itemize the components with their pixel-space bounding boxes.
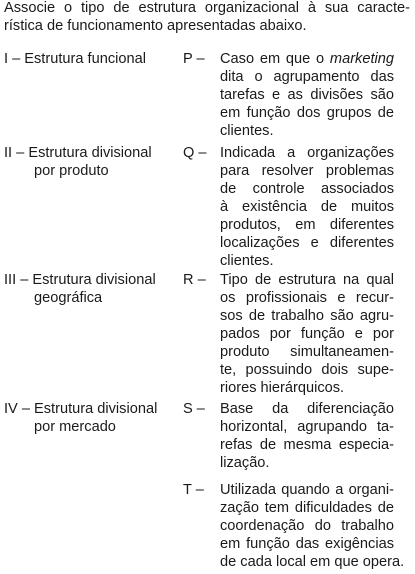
characteristic-line: os profissionais e recur-	[220, 290, 394, 306]
characteristic-q	[220, 144, 394, 270]
characteristic-line: clientes.	[220, 123, 274, 139]
characteristic-line: coordenação do trabalho	[220, 518, 394, 534]
characteristic-key-p: P –	[183, 51, 205, 67]
characteristic-line: horizontal, agrupando ta-	[220, 419, 394, 435]
structure-type-label: II – Estrutura divisional	[4, 145, 152, 161]
characteristic-key-r: R –	[183, 272, 206, 288]
characteristic-key-q: Q –	[183, 145, 207, 161]
characteristic-key-t: T –	[183, 482, 204, 498]
characteristic-line: clientes.	[220, 253, 274, 269]
characteristic-r	[220, 271, 394, 397]
characteristic-line: à existência de muitos	[220, 199, 394, 215]
characteristic-line: zação tem dificuldades de	[220, 500, 394, 516]
structure-type-label-continued: por mercado	[34, 419, 116, 435]
characteristic-line: pados por função e por	[220, 326, 394, 342]
characteristic-line: Caso em que o marketing	[220, 51, 394, 67]
characteristic-line: refas de mesma especia-	[220, 437, 394, 453]
structure-type-iii	[4, 271, 179, 307]
characteristic-line: sos de trabalho são agru-	[220, 308, 394, 324]
characteristic-line: produto simultaneamen-	[220, 344, 394, 360]
characteristic-line: em função dos grupos de	[220, 105, 394, 121]
characteristic-line: para resolver problemas	[220, 163, 394, 179]
characteristic-line: lização.	[220, 455, 270, 471]
characteristic-line: localizações e diferentes	[220, 235, 394, 251]
characteristic-line: Base da diferenciação	[220, 401, 394, 417]
intro-line: rística de funcionamento apresentadas abaixo.	[4, 18, 307, 34]
structure-type-label: IV – Estrutura divisional	[4, 401, 158, 417]
structure-type-iv	[4, 400, 179, 436]
structure-type-label: I – Estrutura funcional	[4, 51, 146, 67]
characteristic-s	[220, 400, 394, 472]
structure-type-label-continued: geográfica	[34, 290, 103, 306]
characteristic-t	[220, 481, 405, 571]
structure-type-label-continued: por produto	[34, 163, 109, 179]
characteristic-line: de controle associados	[220, 181, 394, 197]
characteristic-line: em função das exigências	[220, 536, 394, 552]
characteristic-line: de cada local em que opera.	[220, 554, 405, 570]
structure-type-label: III – Estrutura divisional	[4, 272, 156, 288]
characteristic-line: riores hierárquicos.	[220, 380, 345, 396]
characteristic-line: Utilizada quando a organi-	[220, 482, 394, 498]
characteristic-line: dita o agrupamento das	[220, 69, 394, 85]
question-intro	[4, 0, 410, 35]
structure-type-i	[4, 50, 179, 68]
characteristic-line: Indicada a organizações	[220, 145, 394, 161]
characteristic-line: produtos, em diferentes	[220, 217, 394, 233]
characteristic-line: tarefas e as divisões são	[220, 87, 394, 103]
characteristic-key-s: S –	[183, 401, 205, 417]
characteristic-p	[220, 50, 394, 140]
characteristic-line: Tipo de estrutura na qual	[220, 272, 394, 288]
characteristic-line: te, possuindo dois supe-	[220, 362, 394, 378]
structure-type-ii	[4, 144, 179, 180]
intro-line: Associe o tipo de estrutura organizacional à sua caracte-	[4, 0, 410, 16]
